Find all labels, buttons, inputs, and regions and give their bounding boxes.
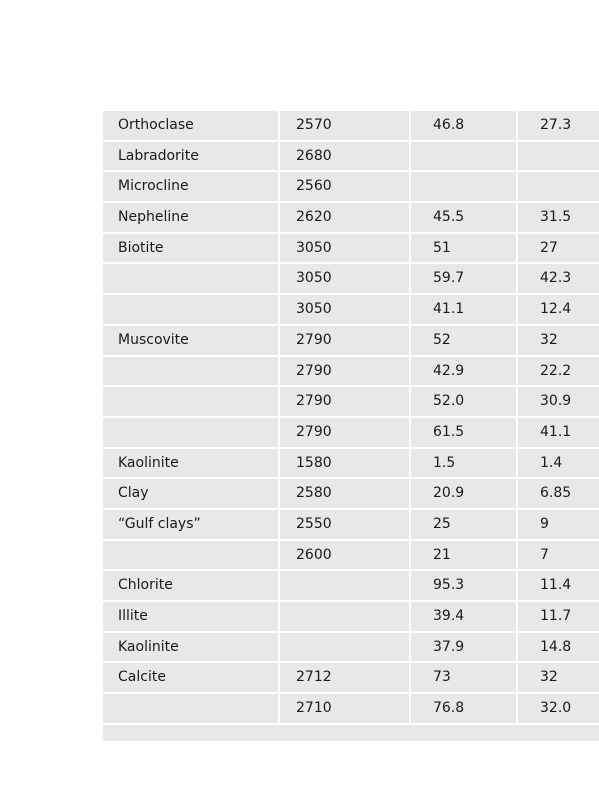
density-cell-text: 3050: [296, 239, 332, 256]
density-cell-text: [280, 633, 409, 640]
mineral-cell-text: [103, 387, 278, 394]
shear-modulus-cell: [517, 111, 599, 141]
table-row: [103, 386, 599, 417]
bulk-modulus-cell: [410, 202, 517, 233]
bulk-modulus-cell-text: 52: [433, 331, 451, 348]
shear-modulus-cell-text: 27.3: [540, 117, 572, 133]
mineral-cell-text: Chlorite: [118, 577, 173, 594]
table-row: [103, 540, 599, 571]
shear-modulus-cell: [517, 540, 599, 571]
mineral-cell: [103, 202, 279, 233]
table-row: [103, 233, 599, 264]
table-row: [103, 448, 599, 479]
density-cell: [279, 601, 410, 632]
data-table: [103, 111, 599, 723]
table-row: [103, 111, 599, 141]
density-cell-text: 2570: [296, 117, 332, 133]
bulk-modulus-cell-text: 52.0: [433, 393, 465, 410]
density-cell-text: 2620: [296, 209, 332, 226]
table-row: [103, 263, 599, 294]
bulk-modulus-cell: [410, 171, 517, 202]
bulk-modulus-cell: [410, 417, 517, 448]
bulk-modulus-cell: [410, 693, 517, 723]
bulk-modulus-cell-text: 59.7: [433, 270, 465, 287]
bulk-modulus-cell: [410, 632, 517, 663]
mineral-cell: [103, 294, 279, 325]
bulk-modulus-cell-text: 42.9: [433, 362, 465, 379]
mineral-cell: [103, 540, 279, 571]
mineral-cell: [103, 693, 279, 723]
density-cell: [279, 417, 410, 448]
bulk-modulus-cell: [410, 356, 517, 387]
density-cell: [279, 632, 410, 663]
density-cell-text: 2790: [296, 362, 332, 379]
mineral-cell-text: Nepheline: [118, 209, 189, 226]
shear-modulus-cell: [517, 325, 599, 356]
shear-modulus-cell: [517, 693, 599, 723]
mineral-cell-text: “Gulf clays”: [118, 515, 201, 532]
shear-modulus-cell-text: 11.7: [540, 608, 572, 624]
shear-modulus-cell-text: 14.8: [540, 638, 572, 655]
table-row: [103, 417, 599, 448]
mineral-cell: [103, 417, 279, 448]
bulk-modulus-cell-text: 41.1: [433, 301, 465, 318]
bulk-modulus-cell-text: [411, 172, 516, 179]
mineral-cell-text: Kaolinite: [118, 638, 179, 655]
table-row: [103, 570, 599, 601]
bulk-modulus-cell-text: 76.8: [433, 700, 465, 717]
shear-modulus-cell: [517, 263, 599, 294]
mineral-cell: [103, 662, 279, 693]
mineral-cell-text: [103, 418, 278, 425]
mineral-cell: [103, 263, 279, 294]
bulk-modulus-cell: [410, 141, 517, 172]
shear-modulus-cell-text: 41.1: [540, 423, 572, 440]
shear-modulus-cell: [517, 202, 599, 233]
density-cell: [279, 325, 410, 356]
shear-modulus-cell-text: 42.3: [540, 270, 572, 287]
bulk-modulus-cell: [410, 111, 517, 141]
table-row: [103, 632, 599, 663]
table-footer-band: [103, 723, 599, 741]
mineral-cell-text: Orthoclase: [118, 117, 194, 133]
table-row: [103, 325, 599, 356]
mineral-cell-text: Illite: [118, 608, 148, 624]
mineral-cell-text: [103, 694, 278, 701]
bulk-modulus-cell: [410, 570, 517, 601]
mineral-cell: [103, 478, 279, 509]
shear-modulus-cell-text: 6.85: [540, 485, 572, 502]
table-body: [103, 111, 599, 723]
shear-modulus-cell-text: 22.2: [540, 362, 572, 379]
mineral-cell-text: Microcline: [118, 178, 189, 195]
mineral-cell-text: [103, 357, 278, 364]
shear-modulus-cell-text: 32.0: [540, 700, 572, 717]
density-cell-text: 2580: [296, 485, 332, 502]
bulk-modulus-cell: [410, 325, 517, 356]
mineral-cell-text: Labradorite: [118, 147, 199, 164]
bulk-modulus-cell: [410, 263, 517, 294]
shear-modulus-cell-text: 12.4: [540, 301, 572, 318]
mineral-cell: [103, 111, 279, 141]
shear-modulus-cell-text: 27: [540, 239, 558, 256]
density-cell-text: 3050: [296, 270, 332, 287]
mineral-cell: [103, 356, 279, 387]
mineral-cell: [103, 601, 279, 632]
table-row: [103, 141, 599, 172]
bulk-modulus-cell-text: 51: [433, 239, 451, 256]
density-cell: [279, 356, 410, 387]
shear-modulus-cell: [517, 233, 599, 264]
bulk-modulus-cell-text: 61.5: [433, 423, 465, 440]
density-cell: [279, 448, 410, 479]
mineral-cell-text: Kaolinite: [118, 454, 179, 471]
shear-modulus-cell: [517, 632, 599, 663]
shear-modulus-cell-text: 9: [540, 515, 549, 532]
table-row: [103, 478, 599, 509]
density-cell-text: 2560: [296, 178, 332, 195]
mineral-cell: [103, 141, 279, 172]
table-row: [103, 294, 599, 325]
bulk-modulus-cell-text: 1.5: [433, 454, 456, 471]
density-cell: [279, 509, 410, 540]
shear-modulus-cell-text: [518, 172, 599, 179]
shear-modulus-cell: [517, 570, 599, 601]
mineral-cell: [103, 325, 279, 356]
shear-modulus-cell-text: [518, 142, 599, 149]
bulk-modulus-cell-text: 73: [433, 669, 451, 686]
mineral-cell: [103, 386, 279, 417]
bulk-modulus-cell-text: 39.4: [433, 608, 465, 624]
bulk-modulus-cell: [410, 448, 517, 479]
mineral-cell-text: [103, 264, 278, 271]
density-cell-text: 2790: [296, 393, 332, 410]
shear-modulus-cell: [517, 601, 599, 632]
density-cell: [279, 294, 410, 325]
bulk-modulus-cell-text: 21: [433, 546, 451, 563]
density-cell: [279, 263, 410, 294]
density-cell-text: 2790: [296, 331, 332, 348]
density-cell-text: 2712: [296, 669, 332, 686]
density-cell: [279, 386, 410, 417]
density-cell: [279, 233, 410, 264]
density-cell: [279, 570, 410, 601]
bulk-modulus-cell: [410, 294, 517, 325]
shear-modulus-cell-text: 7: [540, 546, 549, 563]
shear-modulus-cell-text: 1.4: [540, 454, 563, 471]
density-cell: [279, 202, 410, 233]
bulk-modulus-cell-text: 45.5: [433, 209, 465, 226]
mineral-cell: [103, 233, 279, 264]
table-row: [103, 509, 599, 540]
bulk-modulus-cell: [410, 540, 517, 571]
table-row: [103, 662, 599, 693]
bulk-modulus-cell: [410, 662, 517, 693]
mineral-cell-text: Biotite: [118, 239, 164, 256]
mineral-cell-text: [103, 541, 278, 548]
density-cell-text: 3050: [296, 301, 332, 318]
shear-modulus-cell: [517, 662, 599, 693]
shear-modulus-cell: [517, 386, 599, 417]
bulk-modulus-cell-text: 95.3: [433, 577, 465, 594]
density-cell: [279, 693, 410, 723]
density-cell: [279, 141, 410, 172]
table-row: [103, 601, 599, 632]
shear-modulus-cell: [517, 448, 599, 479]
density-cell: [279, 171, 410, 202]
mineral-cell-text: Muscovite: [118, 331, 189, 348]
shear-modulus-cell: [517, 478, 599, 509]
bulk-modulus-cell-text: 20.9: [433, 485, 465, 502]
shear-modulus-cell-text: 31.5: [540, 209, 572, 226]
shear-modulus-cell: [517, 509, 599, 540]
mineral-cell: [103, 171, 279, 202]
density-cell-text: [280, 602, 409, 609]
table-row: [103, 202, 599, 233]
bulk-modulus-cell: [410, 233, 517, 264]
density-cell-text: 2790: [296, 423, 332, 440]
shear-modulus-cell: [517, 141, 599, 172]
bulk-modulus-cell: [410, 386, 517, 417]
mineral-cell: [103, 570, 279, 601]
density-cell-text: 2710: [296, 700, 332, 717]
shear-modulus-cell: [517, 171, 599, 202]
shear-modulus-cell: [517, 417, 599, 448]
density-cell: [279, 478, 410, 509]
mineral-cell-text: Calcite: [118, 669, 166, 686]
mineral-cell: [103, 632, 279, 663]
density-cell: [279, 662, 410, 693]
density-cell-text: 2680: [296, 147, 332, 164]
bulk-modulus-cell: [410, 478, 517, 509]
shear-modulus-cell: [517, 356, 599, 387]
mineral-cell: [103, 509, 279, 540]
density-cell: [279, 111, 410, 141]
bulk-modulus-cell-text: 46.8: [433, 117, 465, 133]
shear-modulus-cell-text: 30.9: [540, 393, 572, 410]
bulk-modulus-cell-text: 37.9: [433, 638, 465, 655]
table-row: [103, 356, 599, 387]
mineral-cell: [103, 448, 279, 479]
bulk-modulus-cell: [410, 601, 517, 632]
shear-modulus-cell-text: 32: [540, 331, 558, 348]
density-cell-text: [280, 571, 409, 578]
table-row: [103, 171, 599, 202]
mineral-cell-text: Clay: [118, 485, 149, 502]
density-cell-text: 2600: [296, 546, 332, 563]
shear-modulus-cell: [517, 294, 599, 325]
bulk-modulus-cell: [410, 509, 517, 540]
table-row: [103, 693, 599, 723]
bulk-modulus-cell-text: 25: [433, 515, 451, 532]
density-cell-text: 2550: [296, 515, 332, 532]
shear-modulus-cell-text: 11.4: [540, 577, 572, 594]
bulk-modulus-cell-text: [411, 142, 516, 149]
mineral-cell-text: [103, 295, 278, 302]
density-cell: [279, 540, 410, 571]
density-cell-text: 1580: [296, 454, 332, 471]
shear-modulus-cell-text: 32: [540, 669, 558, 686]
mineral-properties-table: [103, 111, 599, 741]
